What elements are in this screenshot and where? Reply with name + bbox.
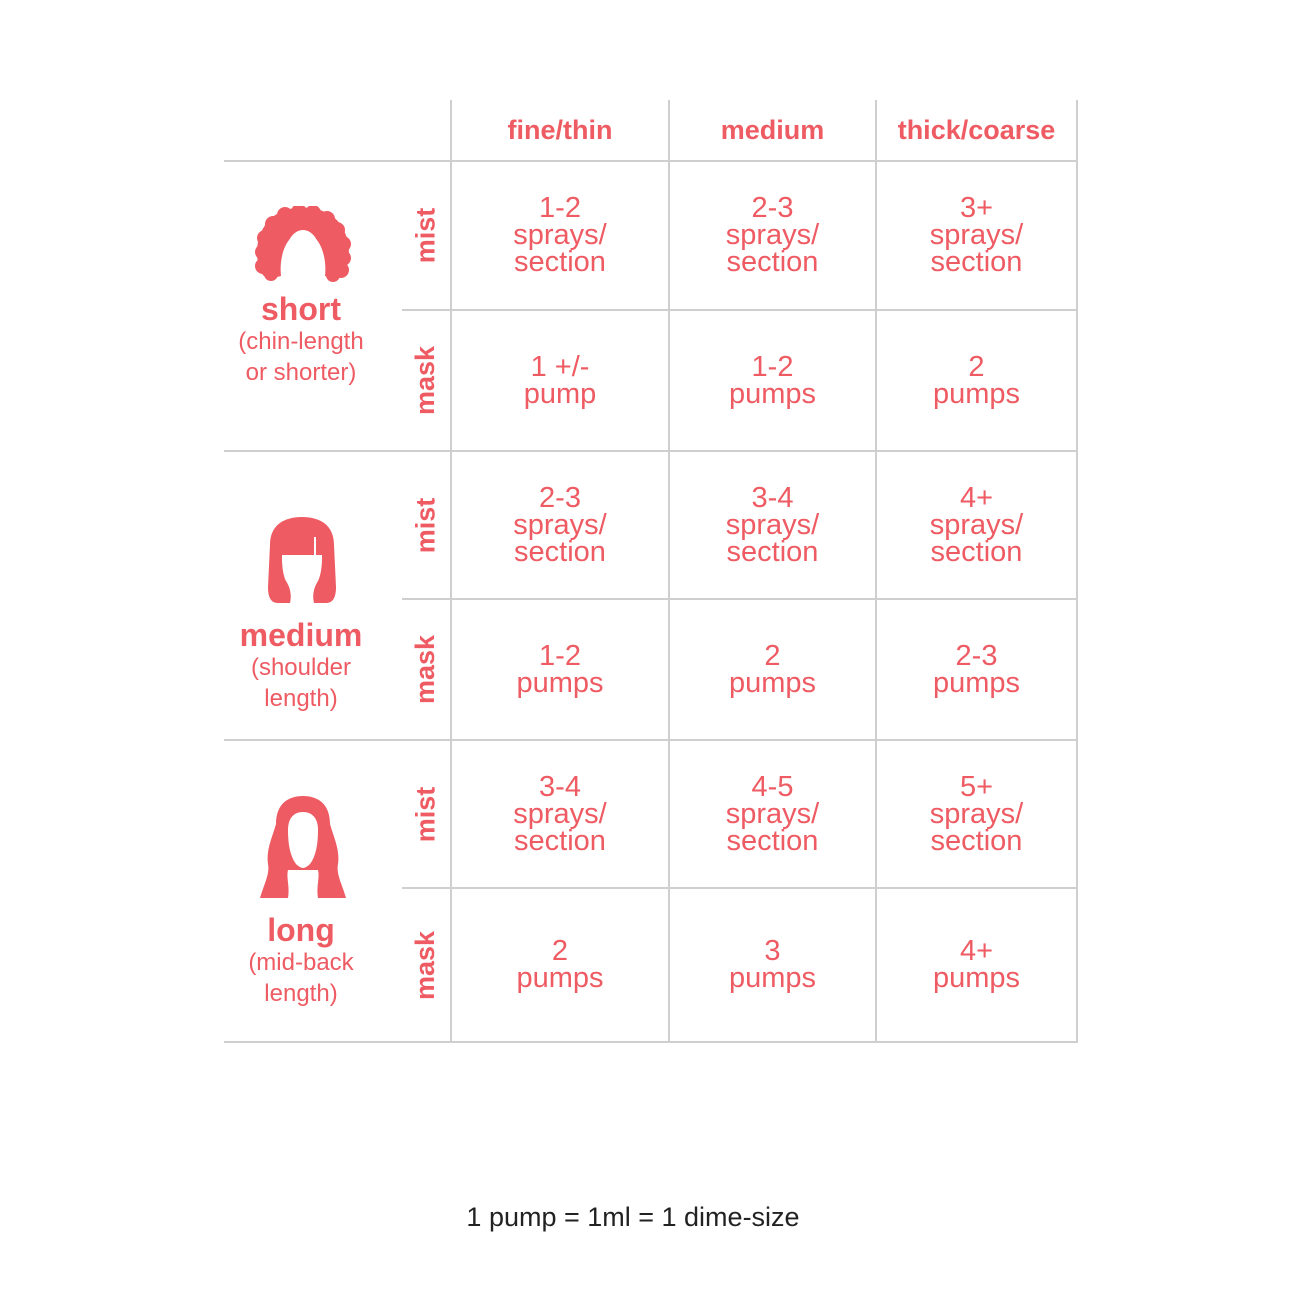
dose-cell: 1-2 pumps [516, 639, 604, 699]
long-wavy-hair-icon [258, 794, 348, 902]
group-label-long [224, 913, 378, 1009]
dose-cell: 4+ pumps [932, 935, 1021, 994]
dose-cell: 3-4 sprays/ section [725, 481, 820, 568]
group-label-medium [224, 618, 378, 714]
dose-cell: 2-3 sprays/ section [513, 481, 607, 568]
group-subtitle: (chin-length or shorter) [238, 328, 364, 386]
dose-cell: 2-3 pumps [932, 639, 1021, 699]
dose-cell: 1-2 pumps [728, 350, 817, 410]
dose-cell: 2 pumps [932, 350, 1021, 410]
column-header-fine-thin: fine/thin [507, 114, 613, 145]
dose-cell: 2 pumps [516, 935, 604, 994]
footnote: 1 pump = 1ml = 1 dime-size [466, 1202, 800, 1232]
group-label-short [224, 292, 378, 388]
dose-cell: 4+ sprays/ section [929, 481, 1024, 568]
row-type-label: mist [410, 786, 441, 842]
group-title: medium [239, 617, 363, 653]
dose-cell: 3+ sprays/ section [929, 192, 1024, 278]
dose-cell: 1 +/- pump [523, 350, 597, 410]
column-header-thick-coarse: thick/coarse [897, 114, 1056, 145]
dose-cell: 5+ sprays/ section [929, 770, 1024, 857]
row-type-label: mask [410, 930, 441, 1000]
column-header-medium: medium [720, 114, 825, 145]
group-title: short [261, 291, 341, 327]
row-type-label: mask [410, 634, 441, 705]
dose-cell: 1-2 sprays/ section [513, 192, 607, 278]
group-subtitle: (shoulder length) [250, 654, 352, 712]
dose-cell: 2-3 sprays/ section [725, 192, 820, 278]
dose-cell: 3 pumps [728, 935, 817, 994]
dose-cell: 3-4 sprays/ section [513, 770, 607, 857]
medium-bob-hair-icon [262, 515, 342, 605]
dose-cell: 2 pumps [728, 639, 817, 699]
row-type-label: mask [410, 345, 441, 416]
grid-line [1076, 100, 1078, 1043]
row-type-label: mist [410, 207, 441, 264]
row-type-label: mist [410, 497, 441, 553]
grid-line [224, 1041, 1078, 1043]
dose-cell: 4-5 sprays/ section [725, 770, 820, 857]
group-title: long [267, 912, 335, 948]
short-curly-hair-icon [255, 206, 351, 282]
group-subtitle: (mid-back length) [248, 949, 354, 1007]
